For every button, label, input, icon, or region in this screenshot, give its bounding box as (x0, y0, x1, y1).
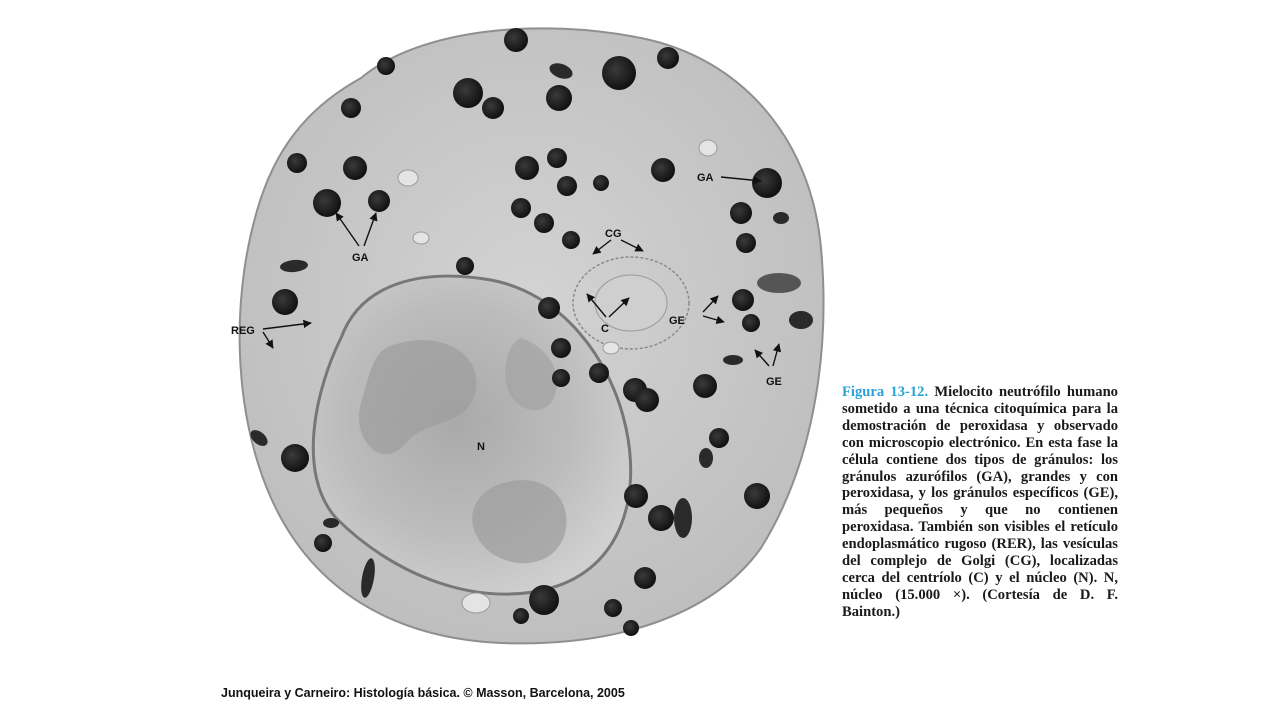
granule (368, 190, 390, 212)
source-credit: Junqueira y Carneiro: Histología básica. © Masson, Barcelona, 2005 (221, 686, 625, 700)
granule-elongated (674, 498, 692, 538)
granule (730, 202, 752, 224)
granule (377, 57, 395, 75)
granule (557, 176, 577, 196)
granule (482, 97, 504, 119)
granule (515, 156, 539, 180)
granule (529, 585, 559, 615)
granule (651, 158, 675, 182)
label-ge-right: GE (766, 376, 782, 388)
granule-elongated (789, 311, 813, 329)
granule (742, 314, 760, 332)
granule (314, 534, 332, 552)
vacuole (413, 232, 429, 244)
granule (634, 567, 656, 589)
granule (538, 297, 560, 319)
granule (732, 289, 754, 311)
granule (313, 189, 341, 217)
vacuole (699, 140, 717, 156)
granule (589, 363, 609, 383)
granule (709, 428, 729, 448)
vacuole (462, 593, 490, 613)
granule (546, 85, 572, 111)
granule (602, 56, 636, 90)
figure-caption (842, 384, 1118, 621)
granule (547, 148, 567, 168)
granule-elongated (323, 518, 339, 528)
granule (624, 484, 648, 508)
granule (343, 156, 367, 180)
granule (593, 175, 609, 191)
granule (511, 198, 531, 218)
granule-elongated (757, 273, 801, 293)
label-reg: REG (231, 325, 255, 337)
granule (752, 168, 782, 198)
granule (504, 28, 528, 52)
granule (453, 78, 483, 108)
vacuole (603, 342, 619, 354)
label-ga-top: GA (697, 172, 714, 184)
caption-text: Mielocito neutrófilo humano sometido a una técnica citoquímica para la demostración de peroxidasa y observado con microscopio electrónico. En esta fase la célula contiene dos tipos de gránulos: los gránulos azurófilos (GA), grandes y con peroxidasa, y los gránulos específicos (GE), más pequeños y que no contienen peroxidasa. También son visibles el retículo endoplasmático rugoso (RER), las vesículas del complejo de Golgi (CG), localizadas cerca del centríolo (C) y el núcleo (N). N, núcleo (15.000 ×). (Cortesía de D. F. Bainton.) (842, 384, 1118, 620)
granule (551, 338, 571, 358)
granule (635, 388, 659, 412)
label-cg: CG (605, 228, 622, 240)
granule-elongated (723, 355, 743, 365)
granule (623, 620, 639, 636)
granule (534, 213, 554, 233)
label-c: C (601, 323, 609, 335)
granule (552, 369, 570, 387)
granule (272, 289, 298, 315)
granule (513, 608, 529, 624)
granule (281, 444, 309, 472)
granule (341, 98, 361, 118)
granule (287, 153, 307, 173)
granule (562, 231, 580, 249)
granule (456, 257, 474, 275)
vacuole (398, 170, 418, 186)
label-ge-center: GE (669, 315, 685, 327)
figure-number: Figura 13-12. (842, 384, 929, 400)
micrograph-svg (221, 18, 827, 647)
granule-elongated (773, 212, 789, 224)
label-ga-left: GA (352, 252, 369, 264)
granule (744, 483, 770, 509)
granule-elongated (699, 448, 713, 468)
granule (648, 505, 674, 531)
label-n: N (477, 441, 485, 453)
electron-micrograph (221, 18, 827, 647)
granule (736, 233, 756, 253)
granule (693, 374, 717, 398)
granule (657, 47, 679, 69)
granule (604, 599, 622, 617)
